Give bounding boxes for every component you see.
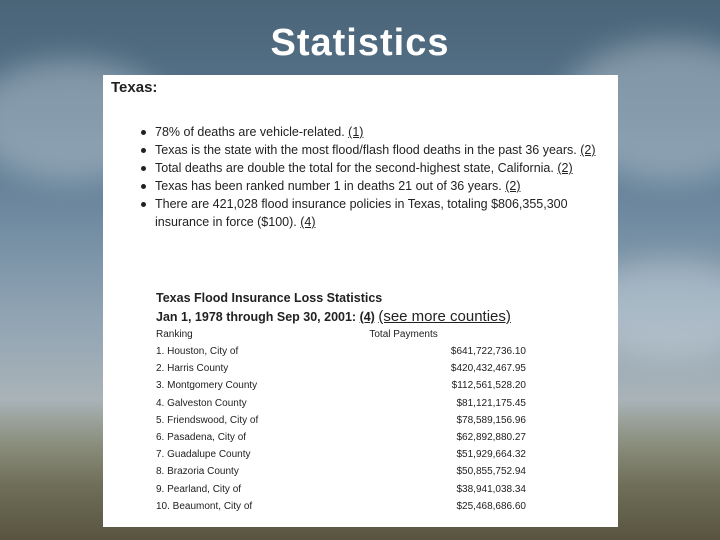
bullet-text: Total deaths are double the total for the second-highest state, California. xyxy=(155,161,558,175)
state-heading: Texas: xyxy=(111,79,158,96)
stats-heading: Texas Flood Insurance Loss Statistics xyxy=(156,291,383,305)
payment-cell: $38,941,038.34 xyxy=(456,483,526,495)
bullet-text: Texas has been ranked number 1 in deaths 21 out of 36 years. xyxy=(155,179,506,193)
payment-cell: $50,855,752.94 xyxy=(456,466,526,478)
table-row xyxy=(156,395,526,412)
rank-cell: 1. Houston, City of xyxy=(156,346,239,358)
table-row xyxy=(156,463,526,480)
table-header-row xyxy=(156,329,526,343)
document-image xyxy=(103,75,618,527)
table-row xyxy=(156,343,526,360)
bullet-icon xyxy=(141,184,146,189)
rank-cell: 8. Brazoria County xyxy=(156,466,239,478)
column-header-ranking: Ranking xyxy=(156,329,193,340)
payment-cell: $420,432,467.95 xyxy=(450,363,526,375)
table-row xyxy=(156,377,526,394)
reference-link[interactable]: (4) xyxy=(300,215,316,229)
table-row xyxy=(156,481,526,498)
bullet-icon xyxy=(141,130,146,135)
rank-cell: 5. Friendswood, City of xyxy=(156,414,259,426)
rank-cell: 2. Harris County xyxy=(156,363,229,375)
table-row xyxy=(156,360,526,377)
reference-link[interactable]: (4) xyxy=(359,310,375,324)
column-header-total-payments: Total Payments xyxy=(369,329,438,340)
bullet-list xyxy=(111,123,611,231)
bullet-icon xyxy=(141,202,146,207)
payment-cell: $25,468,686.60 xyxy=(456,500,526,512)
bullet-text: 78% of deaths are vehicle-related. xyxy=(155,125,349,139)
bullet-icon xyxy=(141,166,146,171)
rank-cell: 6. Pasadena, City of xyxy=(156,432,247,444)
list-item xyxy=(111,159,611,177)
bullet-text: Texas is the state with the most flood/flash flood deaths in the past 36 years. xyxy=(155,143,581,157)
reference-link[interactable]: (2) xyxy=(557,161,573,175)
table-row xyxy=(156,412,526,429)
loss-table xyxy=(156,329,526,515)
rank-cell: 9. Pearland, City of xyxy=(156,483,242,495)
loss-statistics xyxy=(156,291,596,515)
table-row xyxy=(156,446,526,463)
table-row xyxy=(156,429,526,446)
period-text: Jan 1, 1978 through Sep 30, 2001: xyxy=(156,310,360,324)
list-item xyxy=(111,195,611,231)
payment-cell: $112,561,528.20 xyxy=(451,380,526,392)
bullet-text: There are 421,028 flood insurance policies in Texas, totaling $806,355,300 insurance in force ($100). xyxy=(155,197,568,229)
list-item xyxy=(111,123,611,141)
rank-cell: 4. Galveston County xyxy=(156,397,247,409)
payment-cell: $51,929,664.32 xyxy=(456,449,526,461)
slide-title: Statistics xyxy=(270,22,450,64)
stats-period xyxy=(156,308,596,325)
payment-cell: $81,121,175.45 xyxy=(456,397,526,409)
bullet-icon xyxy=(141,148,146,153)
see-more-counties-link[interactable]: (see more counties) xyxy=(378,308,511,325)
table-row xyxy=(156,498,526,515)
rank-cell: 3. Montgomery County xyxy=(156,380,258,392)
list-item xyxy=(111,177,611,195)
list-item xyxy=(111,141,611,159)
payment-cell: $641,722,736.10 xyxy=(450,346,526,358)
payment-cell: $78,589,156.96 xyxy=(456,414,526,426)
reference-link[interactable]: (2) xyxy=(505,179,521,193)
reference-link[interactable]: (1) xyxy=(348,125,364,139)
reference-link[interactable]: (2) xyxy=(580,143,596,157)
rank-cell: 7. Guadalupe County xyxy=(156,449,251,461)
payment-cell: $62,892,880.27 xyxy=(456,432,526,444)
rank-cell: 10. Beaumont, City of xyxy=(156,500,253,512)
